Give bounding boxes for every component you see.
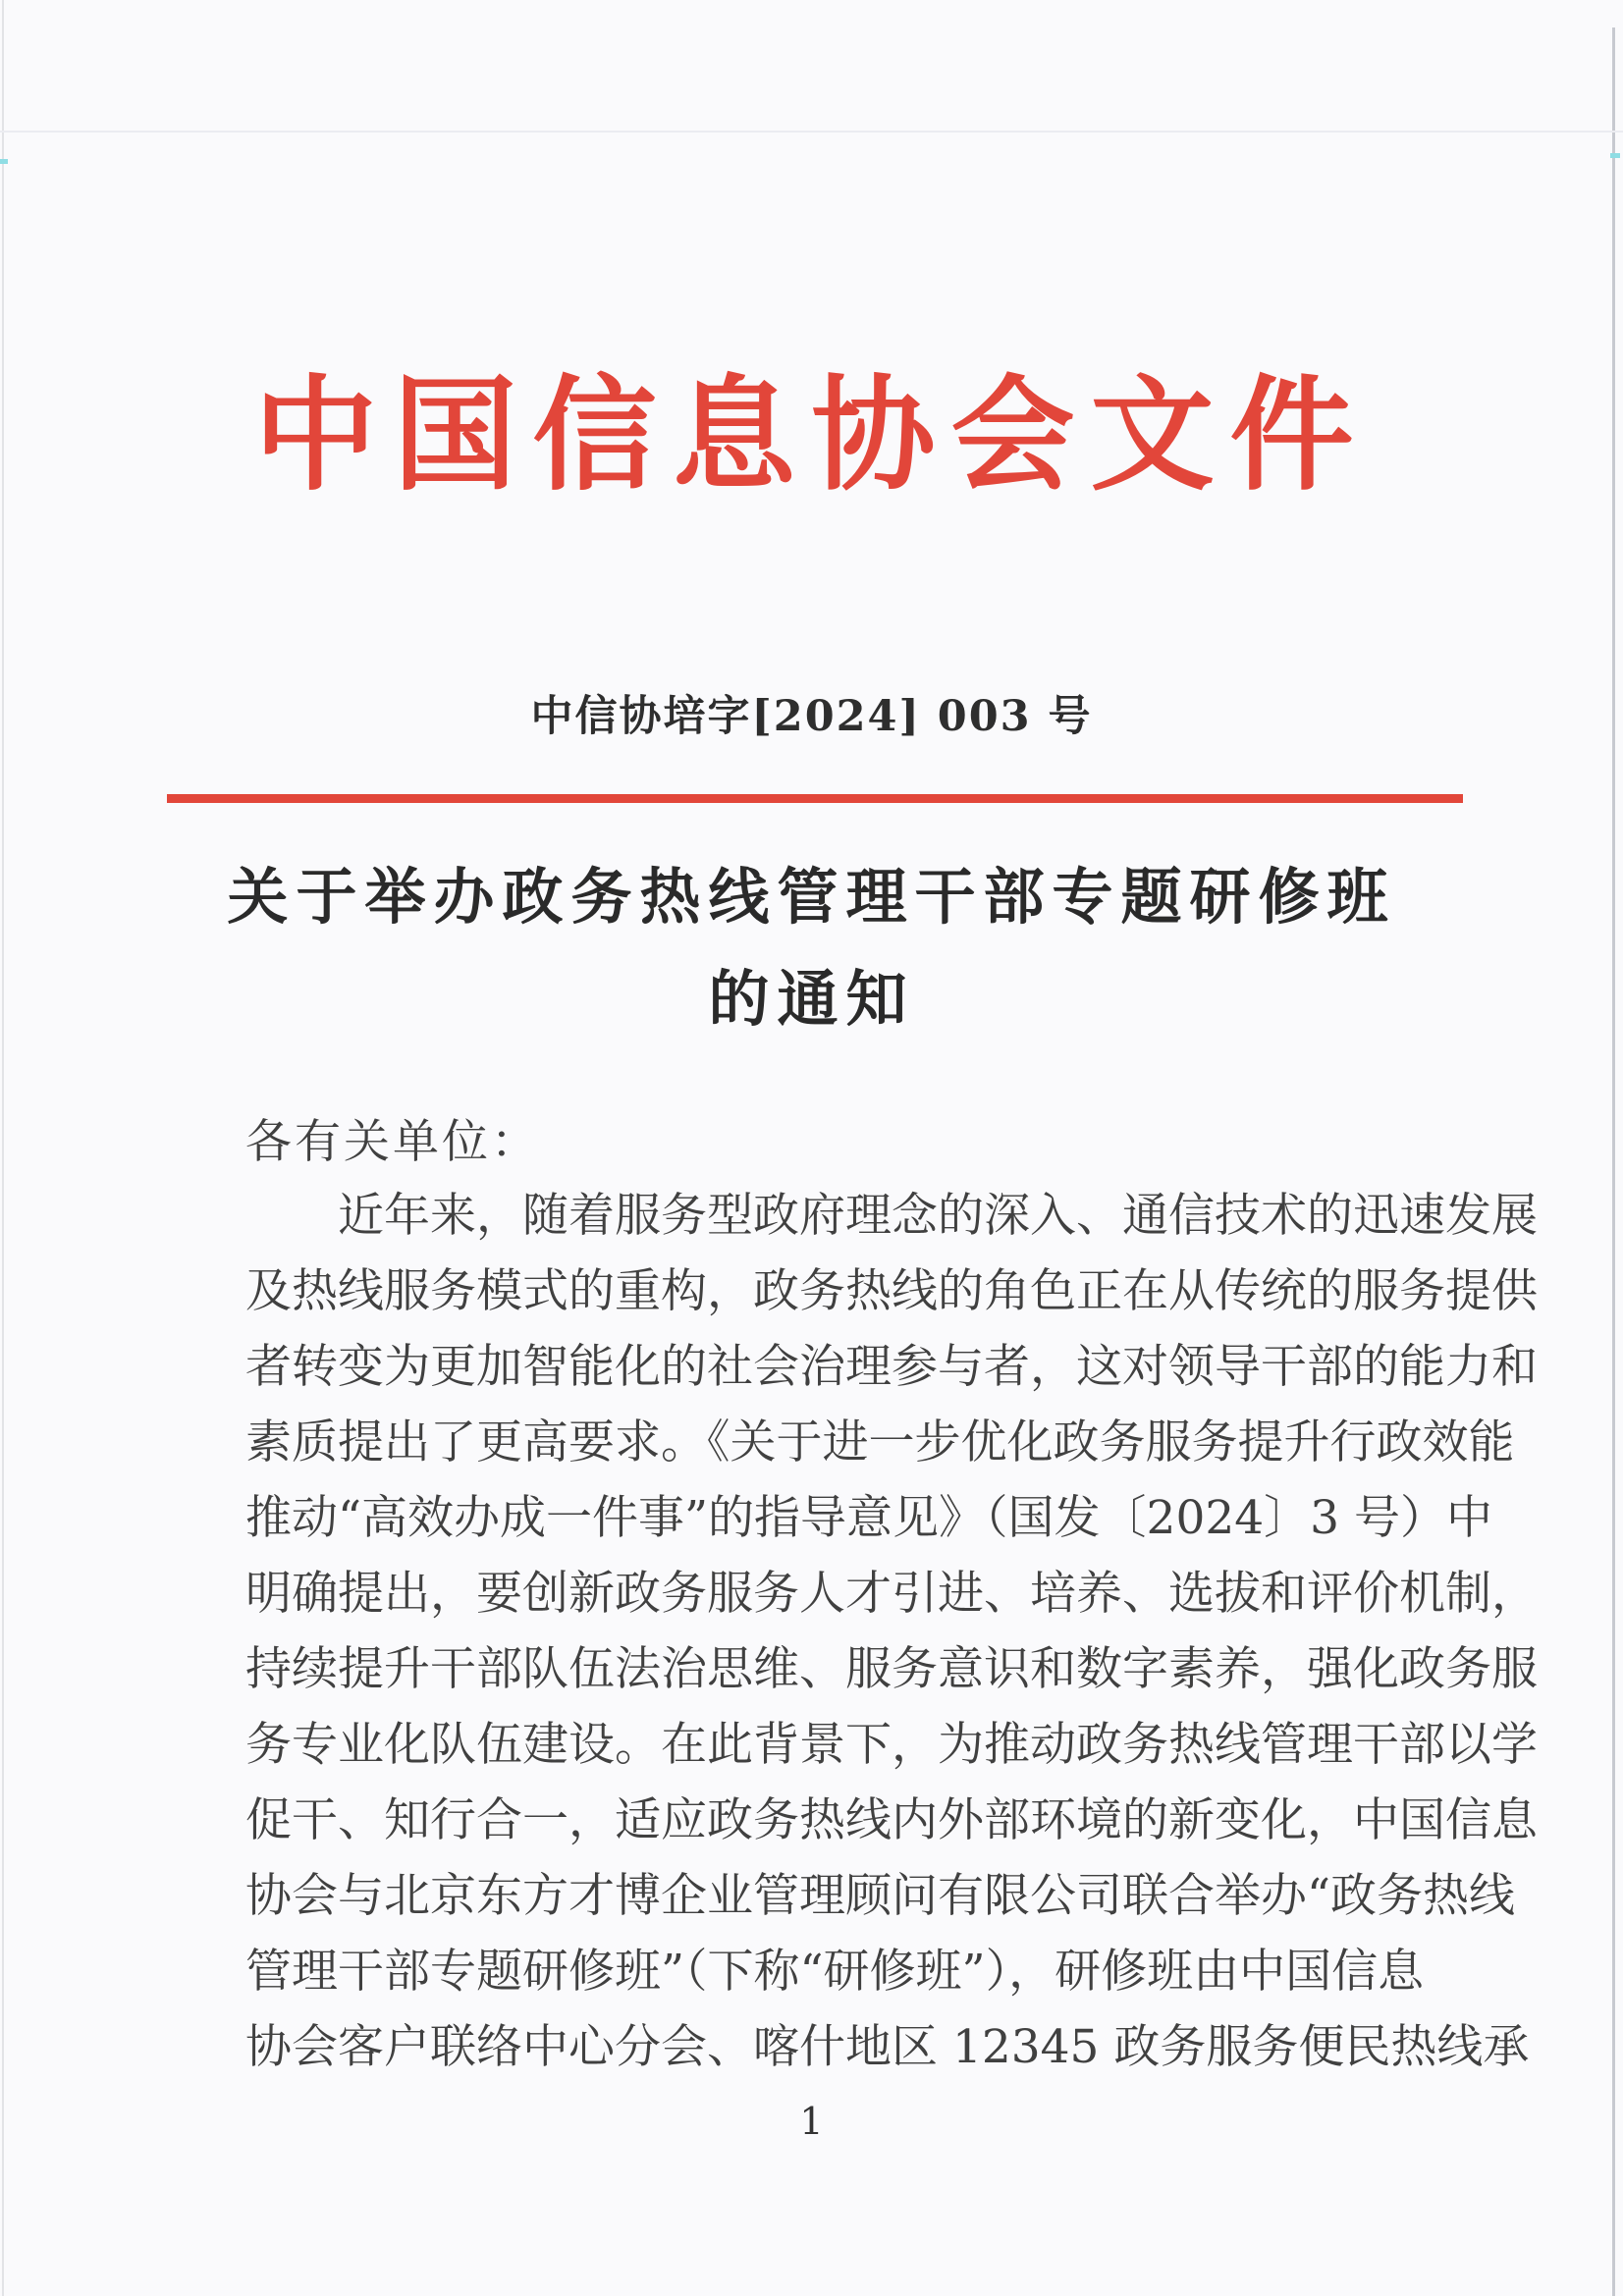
body-line: 持续提升干部队伍法治思维、服务意识和数字素养，强化政务服 <box>245 1642 1538 1696</box>
body-line: 明确提出，要创新政务服务人才引进、培养、选拔和评价机制， <box>245 1567 1538 1621</box>
body-line: 者转变为更加智能化的社会治理参与者，这对领导干部的能力和 <box>245 1340 1538 1394</box>
document-reference-number: 中信协培字[2024] 003 号 <box>530 692 1093 741</box>
letterhead-org-title: 中国信息协会文件 <box>253 362 1370 507</box>
document-subject-title <box>0 846 1623 1050</box>
page-number: 1 <box>799 2100 824 2143</box>
scan-horizontal-artifact <box>0 131 1623 133</box>
body-paragraph <box>245 1178 1538 2085</box>
body-line: 协会客户联络中心分会、喀什地区 12345 政务服务便民热线承 <box>245 2020 1530 2074</box>
subject-title-line1: 关于举办政务热线管理干部专题研修班 <box>227 861 1396 933</box>
body-line: 务专业化队伍建设。在此背景下，为推动政务热线管理干部以学 <box>245 1718 1538 1772</box>
body-line: 及热线服务模式的重构，政务热线的角色正在从传统的服务提供 <box>245 1264 1538 1318</box>
body-line: 协会与北京东方才博企业管理顾问有限公司联合举办“政务热线 <box>245 1869 1516 1923</box>
subject-title-line2: 的通知 <box>708 963 915 1035</box>
scan-cyan-mark-right <box>1610 153 1620 158</box>
scan-edge-line-left <box>2 0 4 2296</box>
body-line: 近年来，随着服务型政府理念的深入、通信技术的迅速发展 <box>338 1189 1538 1243</box>
body-line: 素质提出了更高要求。《关于进一步优化政务服务提升行政效能 <box>245 1415 1515 1469</box>
body-line: 推动“高效办成一件事”的指导意见》（国发〔2024〕3 号）中 <box>245 1491 1493 1545</box>
salutation: 各有关单位： <box>245 1115 540 1169</box>
scan-cyan-mark-left <box>0 159 8 164</box>
body-line: 管理干部专题研修班”（下称“研修班”），研修班由中国信息 <box>245 1945 1425 1999</box>
body-line: 促干、知行合一，适应政务热线内外部环境的新变化，中国信息 <box>245 1793 1538 1847</box>
letterhead-red-divider <box>167 794 1463 803</box>
